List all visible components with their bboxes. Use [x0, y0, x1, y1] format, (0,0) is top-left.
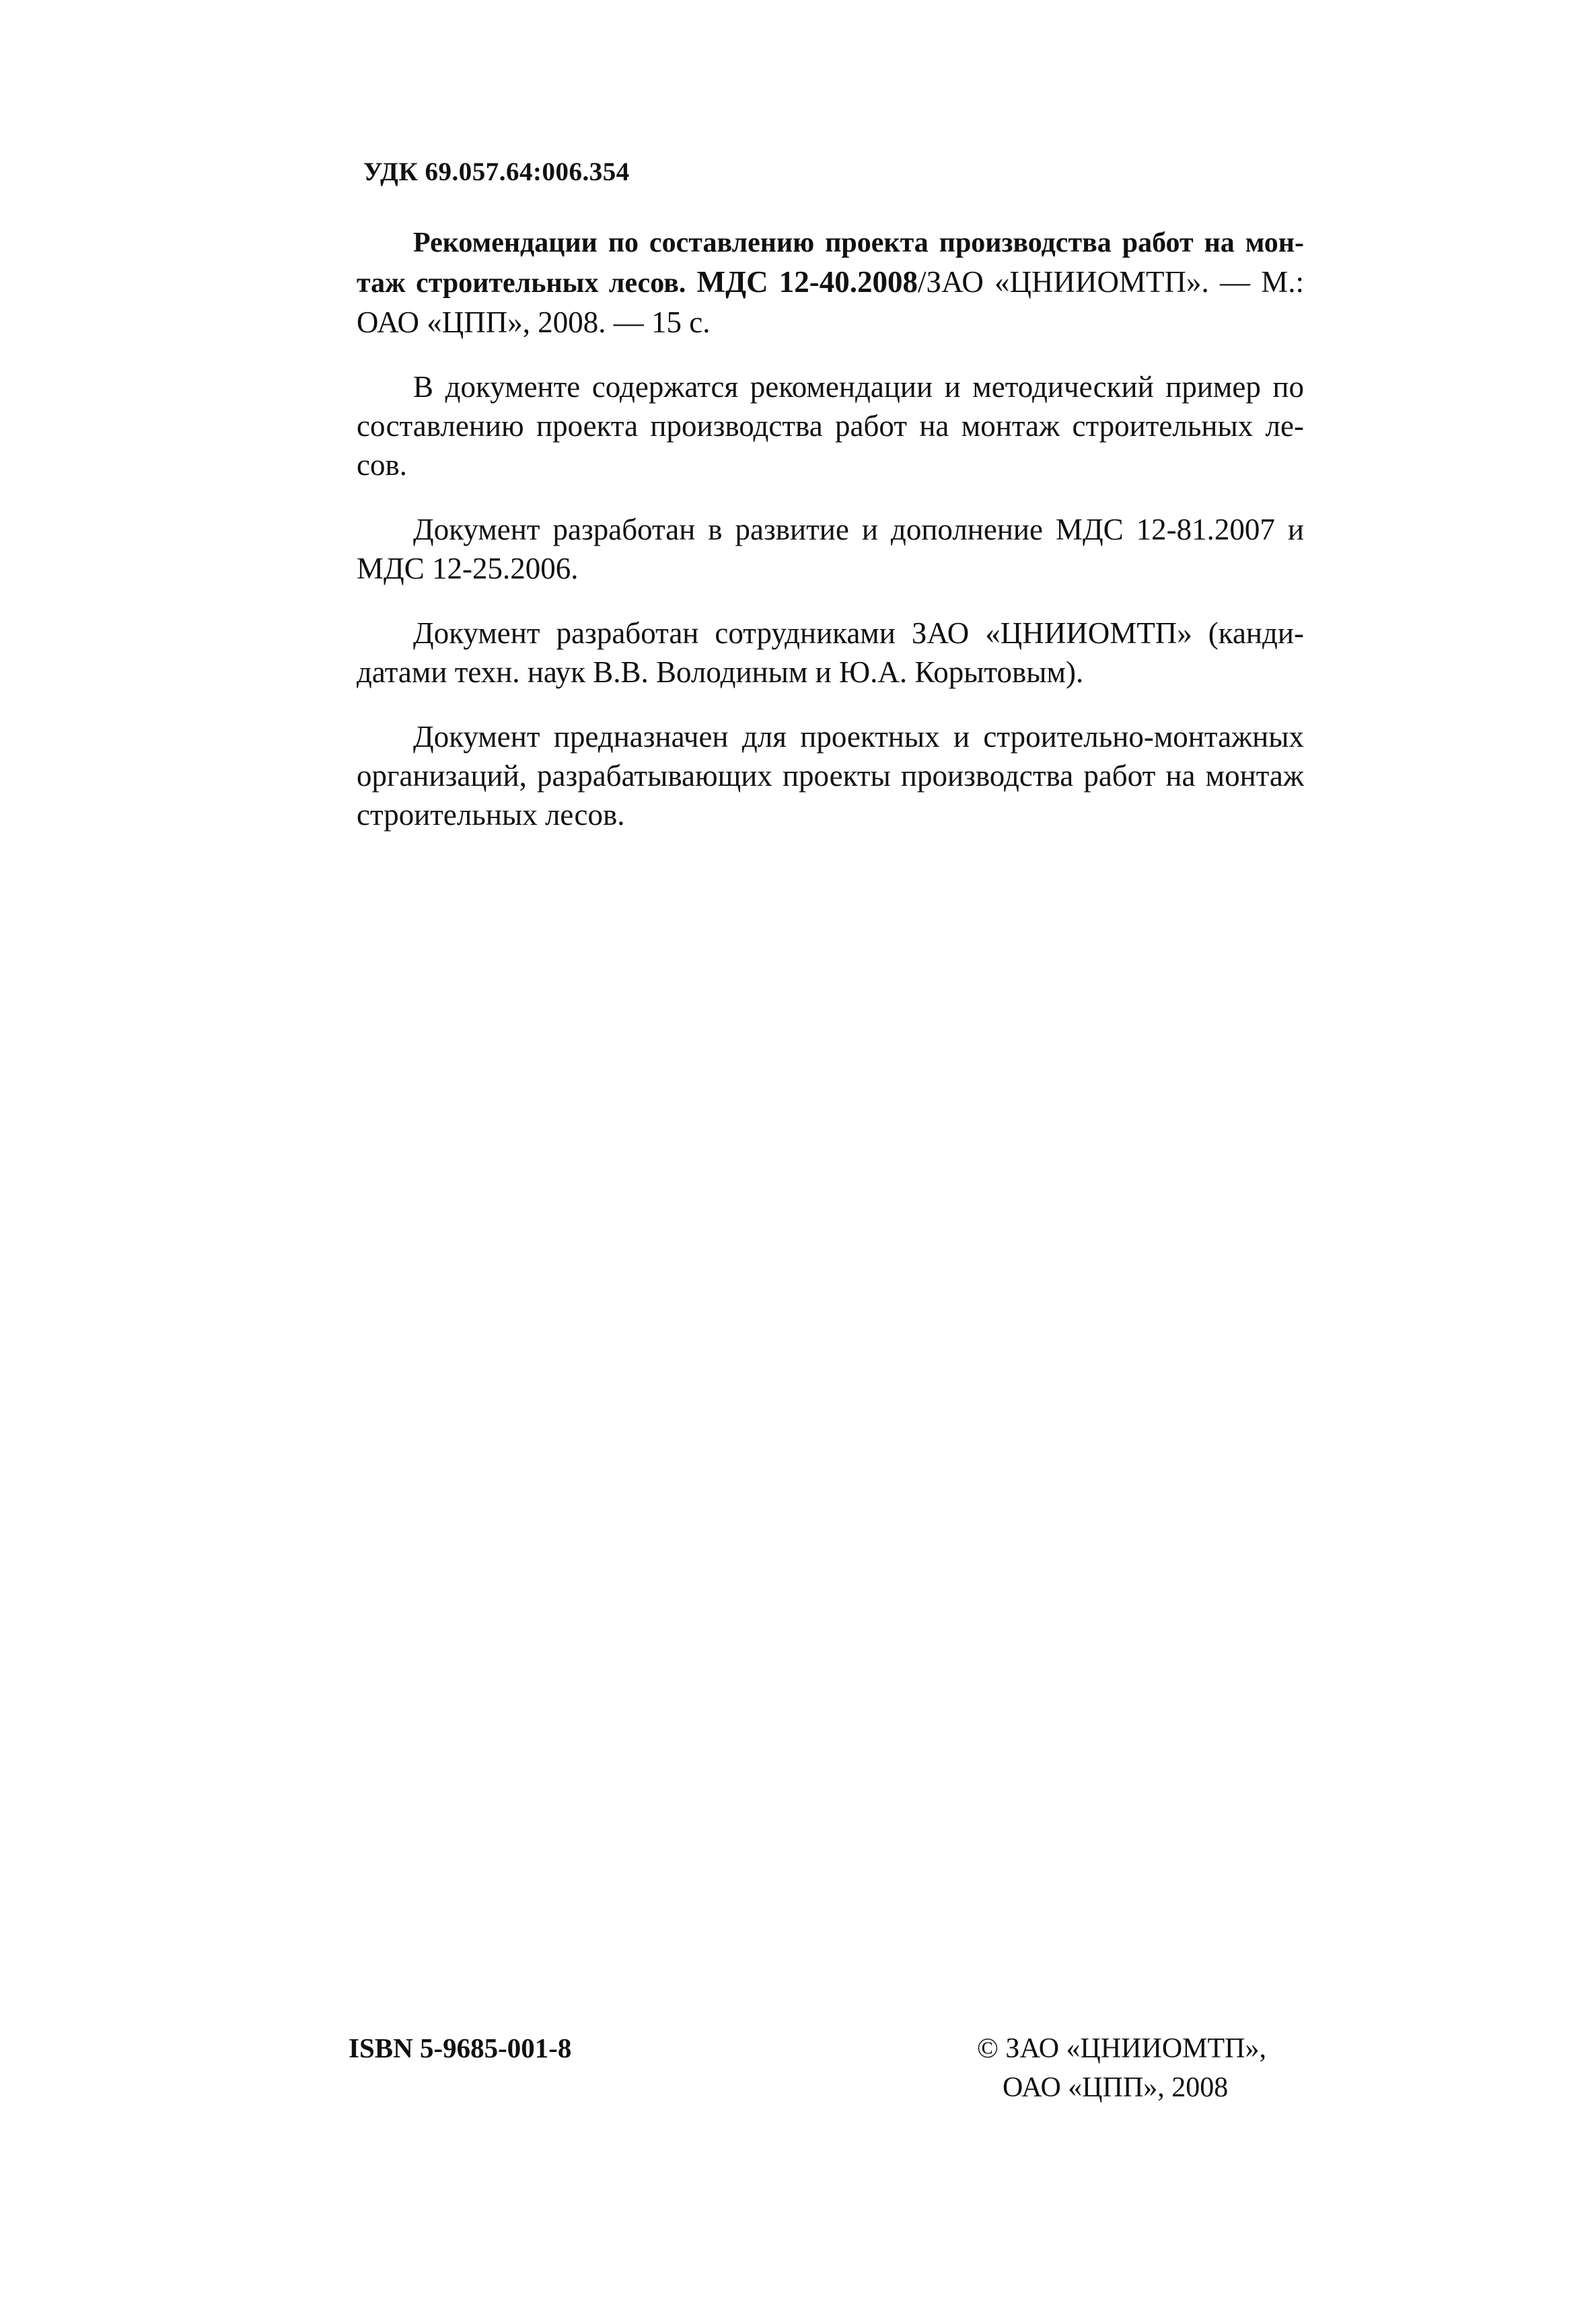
- bibliographic-publisher: /ЗАО «ЦНИИОМТП». — М.: ОАО «ЦПП», 2008. — 15 с.: [357, 265, 1304, 339]
- copyright-line-2: ОАО «ЦПП», 2008: [1003, 2072, 1229, 2103]
- paragraph-contents: В документе содержатся рекомендации и методический пример по составлению проекта производства работ на монтаж строительных лесов.: [357, 370, 1304, 482]
- copyright-line-1: © ЗАО «ЦНИИОМТП»,: [977, 2033, 1267, 2064]
- annotation-block: [357, 222, 1304, 860]
- bibliographic-title: Рекомендации по составлению проекта производства работ на монтаж строительных лесов.: [357, 227, 1304, 299]
- paragraph-purpose: Документ предназначен для проектных и строительно-монтажных организаций, разрабатывающих проекты производства работ на монтаж строительных лесов.: [357, 720, 1304, 832]
- copyright-notice: [977, 2029, 1266, 2107]
- paragraph-authors: Документ разработан сотрудниками ЗАО «ЦНИИОМТП» (кандидатами техн. наук В.В. Володиным и Ю.А. Корытовым).: [357, 616, 1304, 689]
- bibliographic-code: МДС 12-40.2008: [696, 265, 918, 299]
- paragraph-development: Документ разработан в развитие и дополнение МДС 12-81.2007 и МДС 12-25.2006.: [357, 513, 1304, 585]
- udk-code: УДК 69.057.64:006.354: [363, 157, 630, 186]
- isbn-number: ISBN 5-9685-001-8: [349, 2032, 572, 2063]
- bibliographic-entry: [357, 222, 1304, 342]
